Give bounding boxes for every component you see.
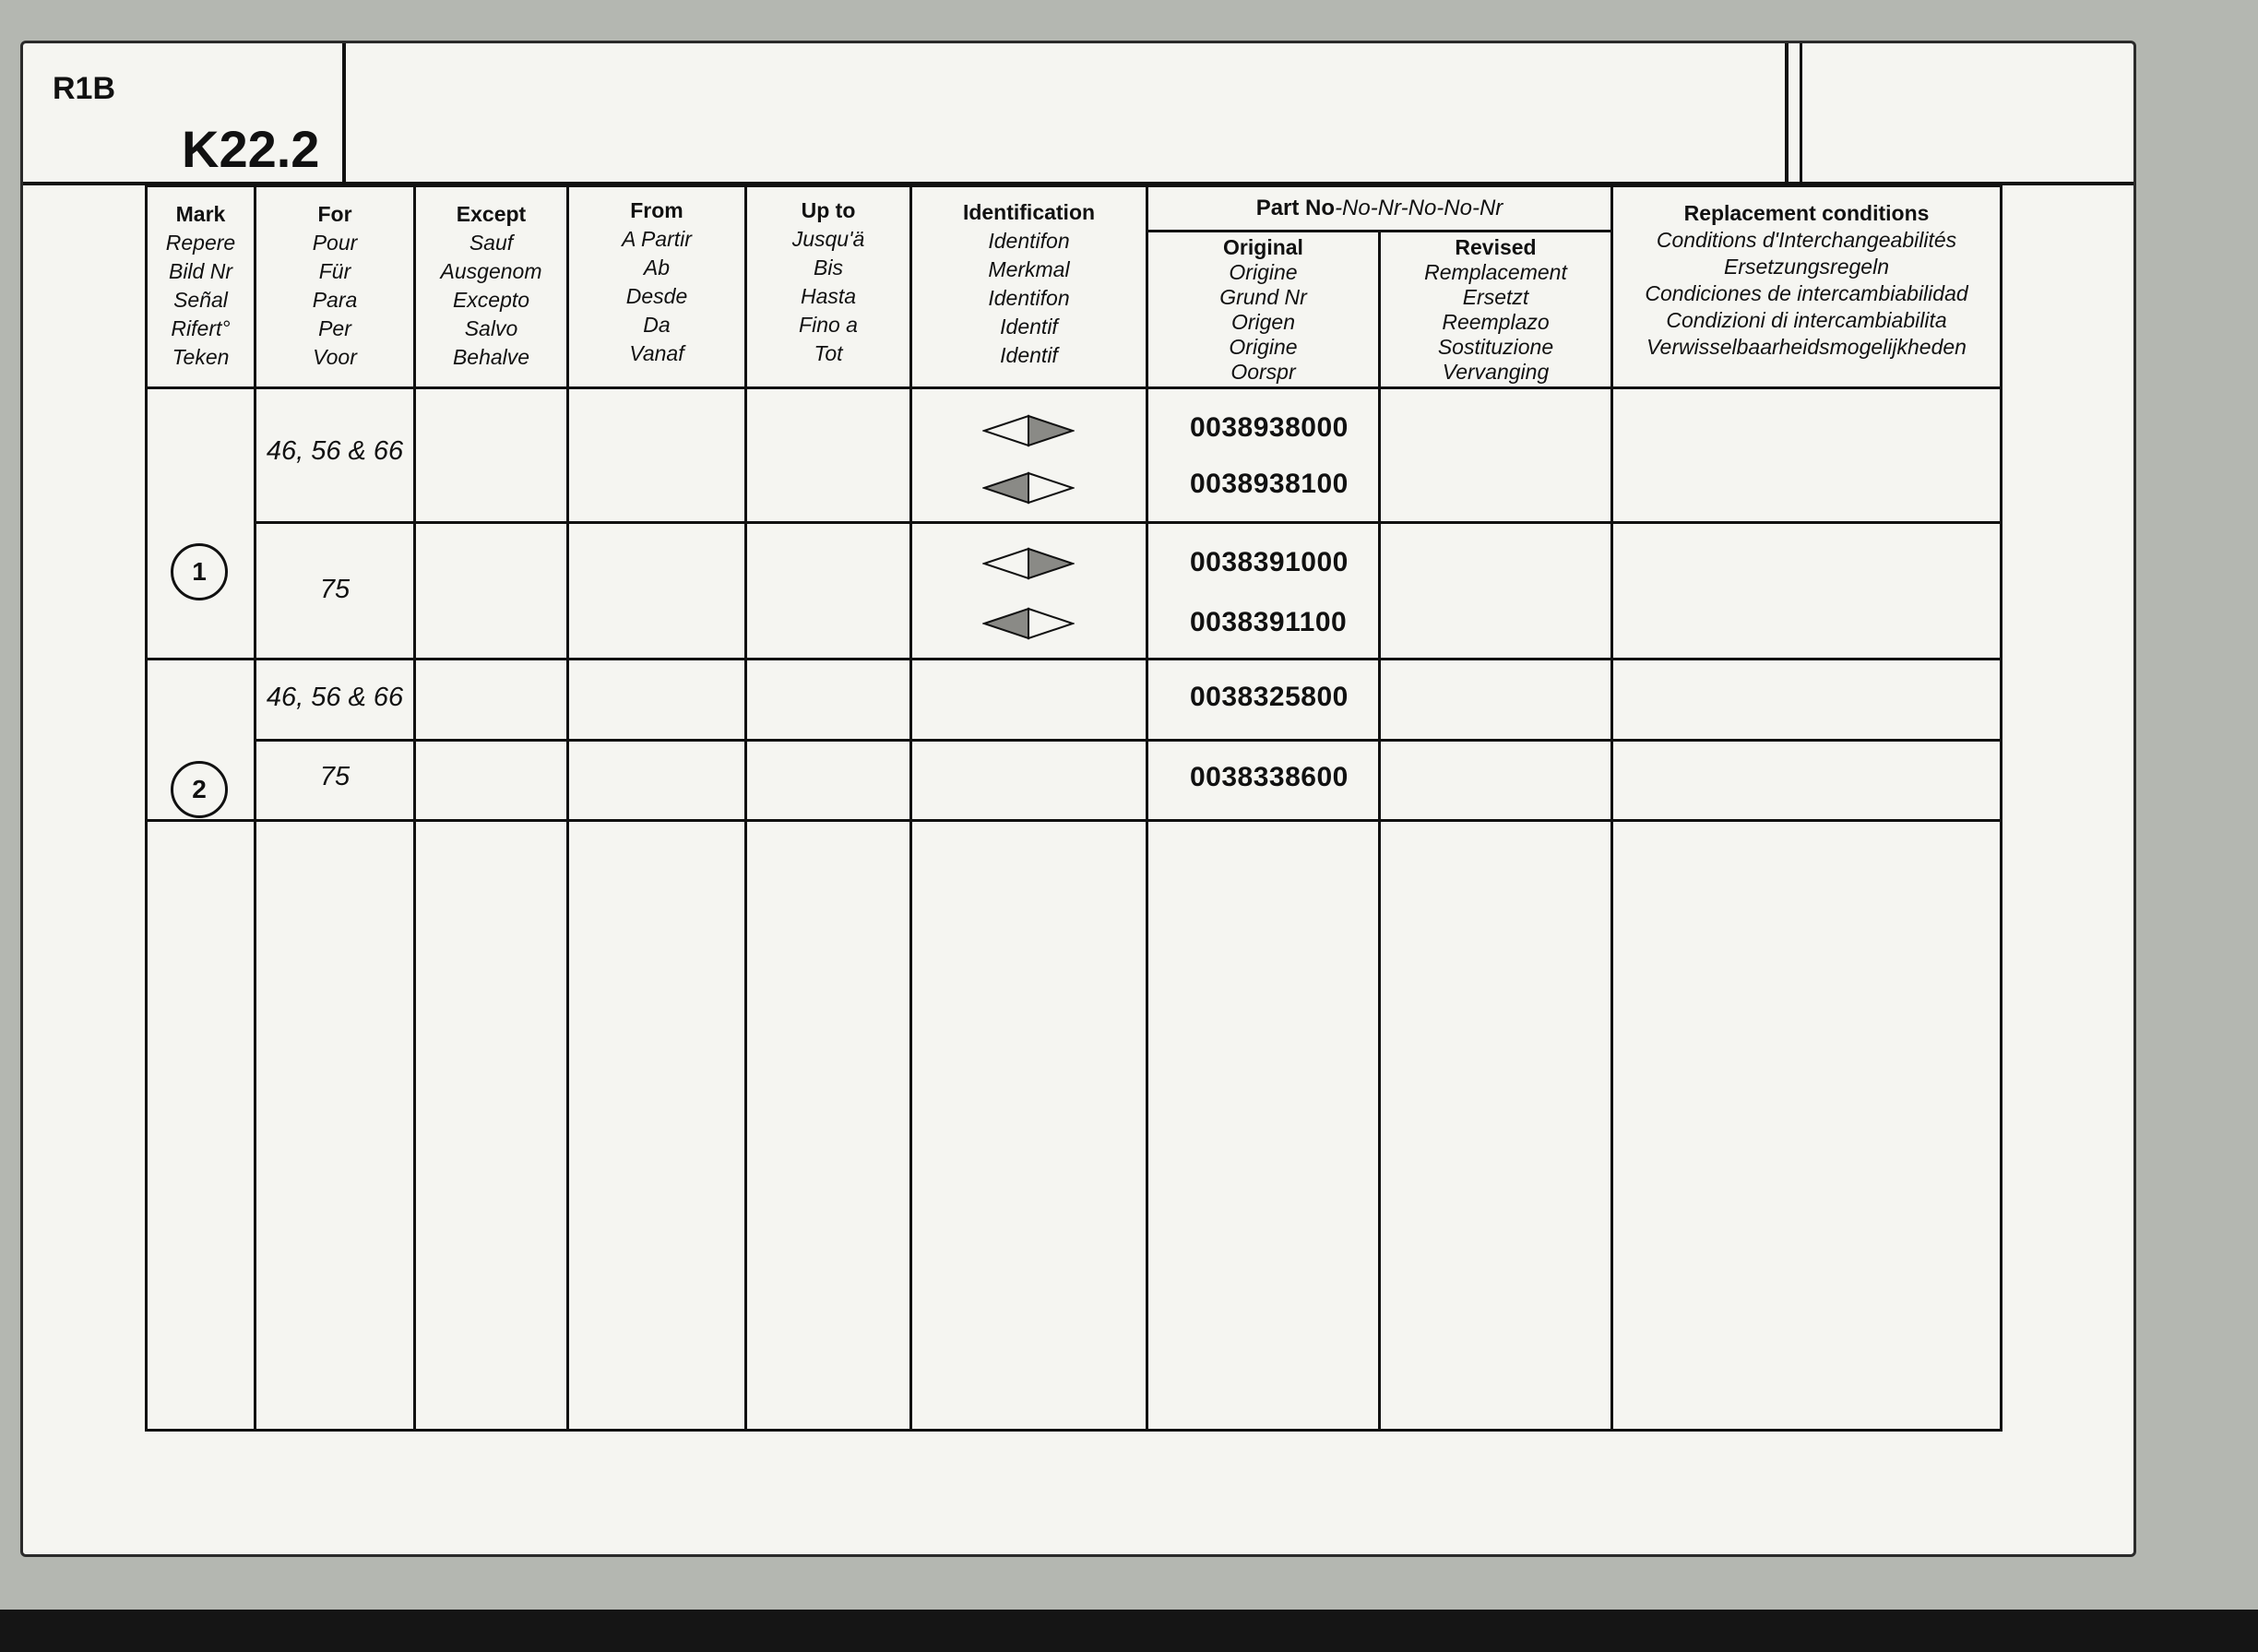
parts-sheet xyxy=(20,41,2136,1557)
header-upto-fr: Jusqu'ä xyxy=(791,227,865,251)
header-revised-es: Reemplazo xyxy=(1442,310,1550,334)
header-replacement-es: Condiciones de intercambiabilidad xyxy=(1645,281,1968,305)
diamond-left-shaded-icon xyxy=(982,471,1075,505)
header-except xyxy=(416,187,566,386)
header-for-nl: Voor xyxy=(313,345,357,369)
header-upto-de: Bis xyxy=(814,256,843,279)
header-upto-es: Hasta xyxy=(800,284,857,308)
header-from-it: Da xyxy=(643,313,671,337)
header-mark xyxy=(148,187,254,386)
header-mark-es: Señal xyxy=(173,288,228,312)
header-mark-title: Mark xyxy=(175,202,226,226)
header-original-es: Origen xyxy=(1230,310,1296,334)
part-number: 0038391000 xyxy=(1190,547,1349,577)
header-except-it: Salvo xyxy=(464,316,518,340)
header-original-de: Grund Nr xyxy=(1219,285,1307,309)
header-from-nl: Vanaf xyxy=(629,341,684,365)
column-divider xyxy=(1378,232,1381,1429)
header-from-es: Desde xyxy=(625,284,688,308)
header-revised-de: Ersetzt xyxy=(1462,285,1529,309)
header-from-de: Ab xyxy=(643,256,671,279)
header-identification-nl: Identif xyxy=(1000,343,1058,367)
header-replacement-title: Replacement conditions xyxy=(1683,201,1930,225)
header-divider xyxy=(1785,43,1789,184)
for-cell: 46, 56 & 66 xyxy=(266,436,404,466)
header-revised-nl: Vervanging xyxy=(1442,360,1550,384)
for-cell: 75 xyxy=(319,762,351,791)
parts-table xyxy=(145,184,2002,1432)
diamond-left-shaded-icon xyxy=(982,607,1075,640)
header-replacement xyxy=(1613,187,2000,386)
scan-bottom-band xyxy=(0,1610,2258,1652)
group-rule xyxy=(148,658,2000,660)
header-identification xyxy=(912,187,1146,386)
row-rule xyxy=(254,521,2000,524)
header-rule xyxy=(148,386,2000,389)
mark-2: 2 xyxy=(171,761,228,818)
header-revised xyxy=(1381,232,1610,386)
header-identification-it: Identif xyxy=(1000,315,1058,339)
header-revised-it: Sostituzione xyxy=(1437,335,1554,359)
header-upto-nl: Tot xyxy=(814,341,843,365)
sheet-code: R1B xyxy=(53,71,116,106)
header-divider xyxy=(342,43,346,184)
for-cell: 46, 56 & 66 xyxy=(266,683,404,712)
header-except-title: Except xyxy=(456,202,527,226)
header-for-it: Per xyxy=(318,316,351,340)
header-except-fr: Sauf xyxy=(469,231,514,255)
sheet-reference: K22.2 xyxy=(182,120,320,178)
header-revised-title: Revised xyxy=(1455,235,1537,259)
header-identification-fr: Identifon xyxy=(988,229,1070,253)
header-from xyxy=(569,187,744,386)
header-except-es: Excepto xyxy=(452,288,530,312)
header-upto-it: Fino a xyxy=(799,313,858,337)
header-for-fr: Pour xyxy=(312,231,358,255)
header-for-title: For xyxy=(317,202,352,226)
diamond-right-shaded-icon xyxy=(982,547,1075,580)
header-from-fr: A Partir xyxy=(622,227,692,251)
diamond-right-shaded-icon xyxy=(982,414,1075,447)
header-for-de: Für xyxy=(318,259,351,283)
header-divider xyxy=(1800,43,1802,184)
header-identification-es: Identifon xyxy=(988,286,1070,310)
header-upto xyxy=(747,187,909,386)
header-for xyxy=(256,187,413,386)
header-for-es: Para xyxy=(312,288,358,312)
part-number: 0038391100 xyxy=(1190,607,1348,637)
header-replacement-it: Condizioni di intercambiabilita xyxy=(1666,308,1947,332)
header-part-no xyxy=(1148,187,1610,232)
header-original-title: Original xyxy=(1223,235,1303,259)
part-number: 0038338600 xyxy=(1190,762,1349,792)
row-rule xyxy=(254,739,2000,742)
header-mark-de: Bild Nr xyxy=(168,259,232,283)
part-number: 0038938000 xyxy=(1190,412,1349,443)
header-original-it: Origine xyxy=(1229,335,1298,359)
header-except-nl: Behalve xyxy=(452,345,530,369)
header-original xyxy=(1148,232,1378,386)
group-rule xyxy=(148,819,2000,822)
mark-1: 1 xyxy=(171,543,228,600)
header-part-no-translations: -No-Nr-No-No-Nr xyxy=(1335,196,1503,220)
header-mark-nl: Teken xyxy=(172,345,230,369)
header-revised-fr: Remplacement xyxy=(1424,260,1567,284)
header-replacement-de: Ersetzungsregeln xyxy=(1724,255,1889,279)
for-cell: 75 xyxy=(319,575,351,604)
header-replacement-fr: Conditions d'Interchangeabilités xyxy=(1656,228,1957,252)
header-from-title: From xyxy=(630,198,683,222)
header-replacement-nl: Verwisselbaarheidsmogelijkheden xyxy=(1646,335,1967,359)
header-mark-it: Rifert° xyxy=(171,316,231,340)
header-original-fr: Origine xyxy=(1229,260,1298,284)
header-upto-title: Up to xyxy=(801,198,856,222)
header-identification-title: Identification xyxy=(962,200,1096,224)
header-except-de: Ausgenom xyxy=(440,259,542,283)
part-number: 0038325800 xyxy=(1190,682,1349,712)
part-number: 0038938100 xyxy=(1190,469,1349,499)
header-original-nl: Oorspr xyxy=(1230,360,1296,384)
header-identification-de: Merkmal xyxy=(988,257,1070,281)
header-mark-fr: Repere xyxy=(165,231,236,255)
header-part-no-title: Part No xyxy=(1255,196,1336,220)
